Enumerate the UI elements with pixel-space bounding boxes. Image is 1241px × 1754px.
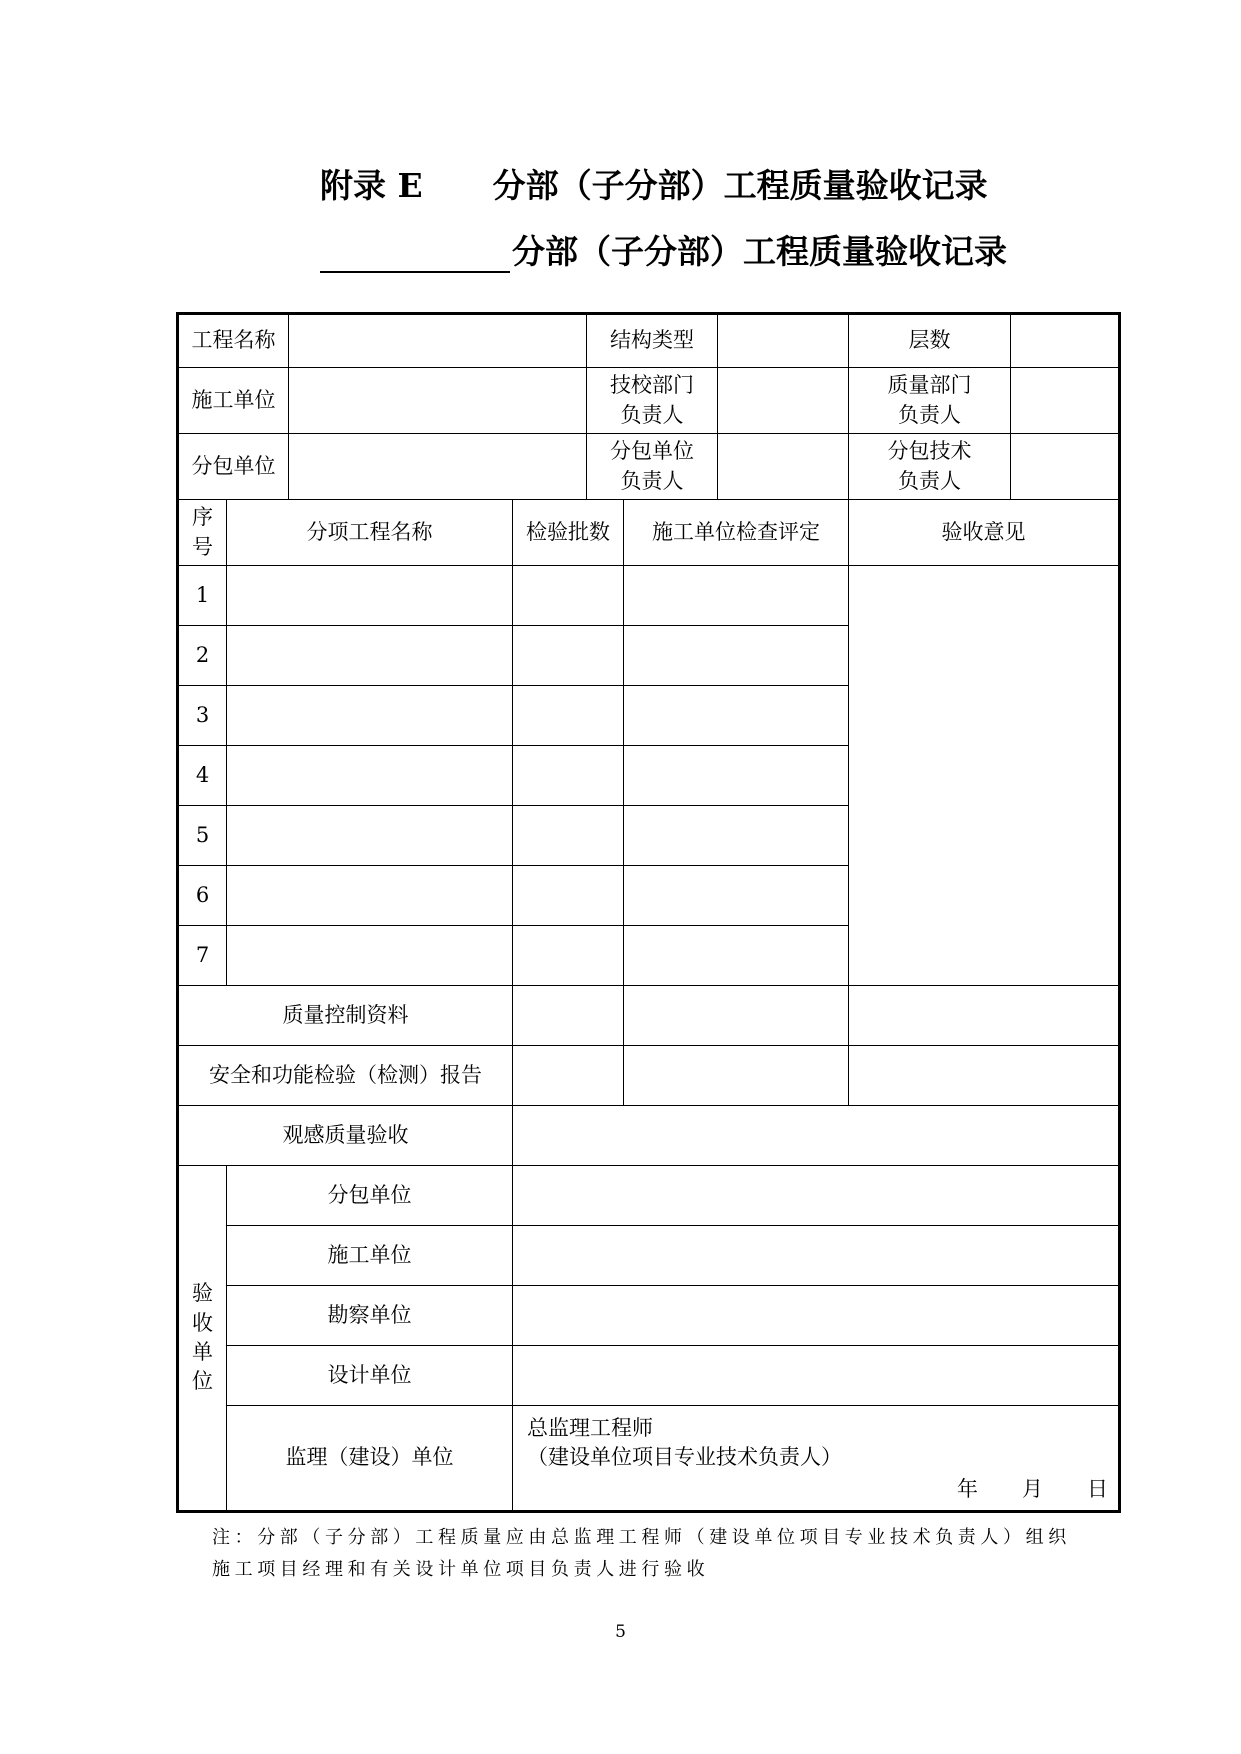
project-name-label: 工程名称 bbox=[178, 314, 289, 368]
header-row-subcontract bbox=[178, 434, 1120, 500]
batches-cell[interactable] bbox=[513, 626, 624, 686]
title-prefix: 附录 E bbox=[320, 166, 423, 205]
table-row bbox=[178, 566, 1120, 626]
acceptance-survey-row bbox=[178, 1286, 1120, 1346]
item-name-cell[interactable] bbox=[227, 806, 513, 866]
sub-tech-head-label bbox=[849, 434, 1011, 500]
quality-docs-row bbox=[178, 986, 1120, 1046]
acceptance-record-table bbox=[176, 312, 1121, 1513]
header-row-construction bbox=[178, 368, 1120, 434]
safety-report-label: 安全和功能检验（检测）报告 bbox=[178, 1046, 513, 1106]
quality-docs-label: 质量控制资料 bbox=[178, 986, 513, 1046]
batches-cell[interactable] bbox=[513, 866, 624, 926]
item-name-cell[interactable] bbox=[227, 626, 513, 686]
item-name-cell[interactable] bbox=[227, 566, 513, 626]
self-check-cell[interactable] bbox=[624, 566, 849, 626]
sub-tech-head-line1: 分包技术 bbox=[887, 439, 972, 464]
batches-cell[interactable] bbox=[513, 806, 624, 866]
column-header-row bbox=[178, 500, 1120, 566]
tech-dept-label-line2: 负责人 bbox=[620, 402, 684, 427]
structure-type-field[interactable] bbox=[718, 314, 849, 368]
self-check-cell[interactable] bbox=[624, 686, 849, 746]
construction-unit-field[interactable] bbox=[289, 368, 587, 434]
row-number: 6 bbox=[178, 866, 227, 926]
tech-dept-field[interactable] bbox=[718, 368, 849, 434]
header-row-project bbox=[178, 314, 1120, 368]
item-name-cell[interactable] bbox=[227, 686, 513, 746]
opinion-cell[interactable] bbox=[849, 566, 1120, 986]
appearance-label: 观感质量验收 bbox=[178, 1106, 513, 1166]
page-number: 5 bbox=[615, 1622, 626, 1642]
day-label: 日 bbox=[1087, 1476, 1108, 1501]
acceptance-subcontract-label: 分包单位 bbox=[227, 1166, 513, 1226]
row-number: 7 bbox=[178, 926, 227, 986]
acceptance-construction-label: 施工单位 bbox=[227, 1226, 513, 1286]
row-number: 2 bbox=[178, 626, 227, 686]
appearance-row bbox=[178, 1106, 1120, 1166]
safety-report-check-cell[interactable] bbox=[624, 1046, 849, 1106]
quality-dept-label-line1: 质量部门 bbox=[887, 373, 972, 398]
sub-unit-head-field[interactable] bbox=[718, 434, 849, 500]
self-check-header: 施工单位检查评定 bbox=[624, 500, 849, 566]
subcontract-unit-field[interactable] bbox=[289, 434, 587, 500]
seq-header bbox=[178, 500, 227, 566]
chief-engineer-label: 总监理工程师 bbox=[527, 1416, 653, 1440]
title-main: 分部（子分部）工程质量验收记录 bbox=[492, 166, 988, 205]
floors-label: 层数 bbox=[849, 314, 1011, 368]
sub-tech-head-field[interactable] bbox=[1011, 434, 1120, 500]
quality-dept-label-line2: 负责人 bbox=[898, 402, 961, 427]
acceptance-supervision-label: 监理（建设）单位 bbox=[227, 1406, 513, 1512]
quality-dept-field[interactable] bbox=[1011, 368, 1120, 434]
project-name-field[interactable] bbox=[289, 314, 587, 368]
seq-header-line1: 序 bbox=[192, 505, 213, 530]
row-number: 3 bbox=[178, 686, 227, 746]
subtitle-main: 分部（子分部）工程质量验收记录 bbox=[512, 232, 1007, 271]
document-title bbox=[320, 160, 988, 207]
tech-dept-label bbox=[587, 368, 718, 434]
structure-type-label: 结构类型 bbox=[587, 314, 718, 368]
year-label: 年 bbox=[957, 1476, 978, 1501]
acceptance-group-char: 单 bbox=[192, 1340, 213, 1364]
safety-report-row bbox=[178, 1046, 1120, 1106]
sub-unit-head-label bbox=[587, 434, 718, 500]
batches-header: 检验批数 bbox=[513, 500, 624, 566]
acceptance-group-char: 收 bbox=[192, 1310, 213, 1335]
self-check-cell[interactable] bbox=[624, 806, 849, 866]
acceptance-construction-field[interactable] bbox=[513, 1226, 1120, 1286]
self-check-cell[interactable] bbox=[624, 926, 849, 986]
acceptance-subcontract-field[interactable] bbox=[513, 1166, 1120, 1226]
acceptance-group-char: 位 bbox=[192, 1369, 213, 1394]
month-label: 月 bbox=[1022, 1476, 1043, 1501]
batches-cell[interactable] bbox=[513, 926, 624, 986]
owner-rep-label: （建设单位项目专业技术负责人） bbox=[527, 1445, 842, 1470]
opinion-header: 验收意见 bbox=[849, 500, 1120, 566]
row-number: 5 bbox=[178, 806, 227, 866]
safety-report-batches-cell[interactable] bbox=[513, 1046, 624, 1106]
self-check-cell[interactable] bbox=[624, 866, 849, 926]
seq-header-line2: 号 bbox=[192, 534, 213, 559]
footnote-line2: 施工项目经理和有关设计单位项目负责人进行验收 bbox=[212, 1558, 710, 1580]
sub-unit-head-line1: 分包单位 bbox=[610, 439, 694, 464]
item-name-cell[interactable] bbox=[227, 866, 513, 926]
batches-cell[interactable] bbox=[513, 746, 624, 806]
subcontract-unit-label: 分包单位 bbox=[178, 434, 289, 500]
quality-docs-check-cell[interactable] bbox=[624, 986, 849, 1046]
item-name-cell[interactable] bbox=[227, 746, 513, 806]
self-check-cell[interactable] bbox=[624, 626, 849, 686]
safety-report-opinion-cell[interactable] bbox=[849, 1046, 1120, 1106]
item-name-header: 分项工程名称 bbox=[227, 500, 513, 566]
document-subtitle bbox=[320, 226, 1007, 273]
quality-dept-label bbox=[849, 368, 1011, 434]
acceptance-design-row bbox=[178, 1346, 1120, 1406]
batches-cell[interactable] bbox=[513, 686, 624, 746]
acceptance-design-label: 设计单位 bbox=[227, 1346, 513, 1406]
appearance-field[interactable] bbox=[513, 1106, 1120, 1166]
self-check-cell[interactable] bbox=[624, 746, 849, 806]
acceptance-construction-row bbox=[178, 1226, 1120, 1286]
quality-docs-opinion-cell[interactable] bbox=[849, 986, 1120, 1046]
construction-unit-label: 施工单位 bbox=[178, 368, 289, 434]
signature-date bbox=[913, 1475, 1108, 1504]
footnote bbox=[212, 1522, 1071, 1585]
acceptance-supervision-row bbox=[178, 1406, 1120, 1512]
quality-docs-batches-cell[interactable] bbox=[513, 986, 624, 1046]
supervision-signature-cell[interactable] bbox=[513, 1406, 1120, 1512]
acceptance-design-field[interactable] bbox=[513, 1346, 1120, 1406]
item-name-cell[interactable] bbox=[227, 926, 513, 986]
acceptance-units-group-label bbox=[178, 1166, 227, 1512]
acceptance-survey-field[interactable] bbox=[513, 1286, 1120, 1346]
footnote-line1: 注：分部（子分部）工程质量应由总监理工程师（建设单位项目专业技术负责人）组织 bbox=[212, 1527, 1071, 1548]
subtitle-blank-field[interactable] bbox=[320, 237, 510, 273]
acceptance-subcontract-row bbox=[178, 1166, 1120, 1226]
sub-tech-head-line2: 负责人 bbox=[898, 468, 961, 493]
floors-field[interactable] bbox=[1011, 314, 1120, 368]
acceptance-group-char: 验 bbox=[192, 1281, 213, 1306]
sub-unit-head-line2: 负责人 bbox=[620, 468, 684, 493]
batches-cell[interactable] bbox=[513, 566, 624, 626]
tech-dept-label-line1: 技校部门 bbox=[610, 373, 694, 398]
row-number: 4 bbox=[178, 746, 227, 806]
row-number: 1 bbox=[178, 566, 227, 626]
acceptance-survey-label: 勘察单位 bbox=[227, 1286, 513, 1346]
